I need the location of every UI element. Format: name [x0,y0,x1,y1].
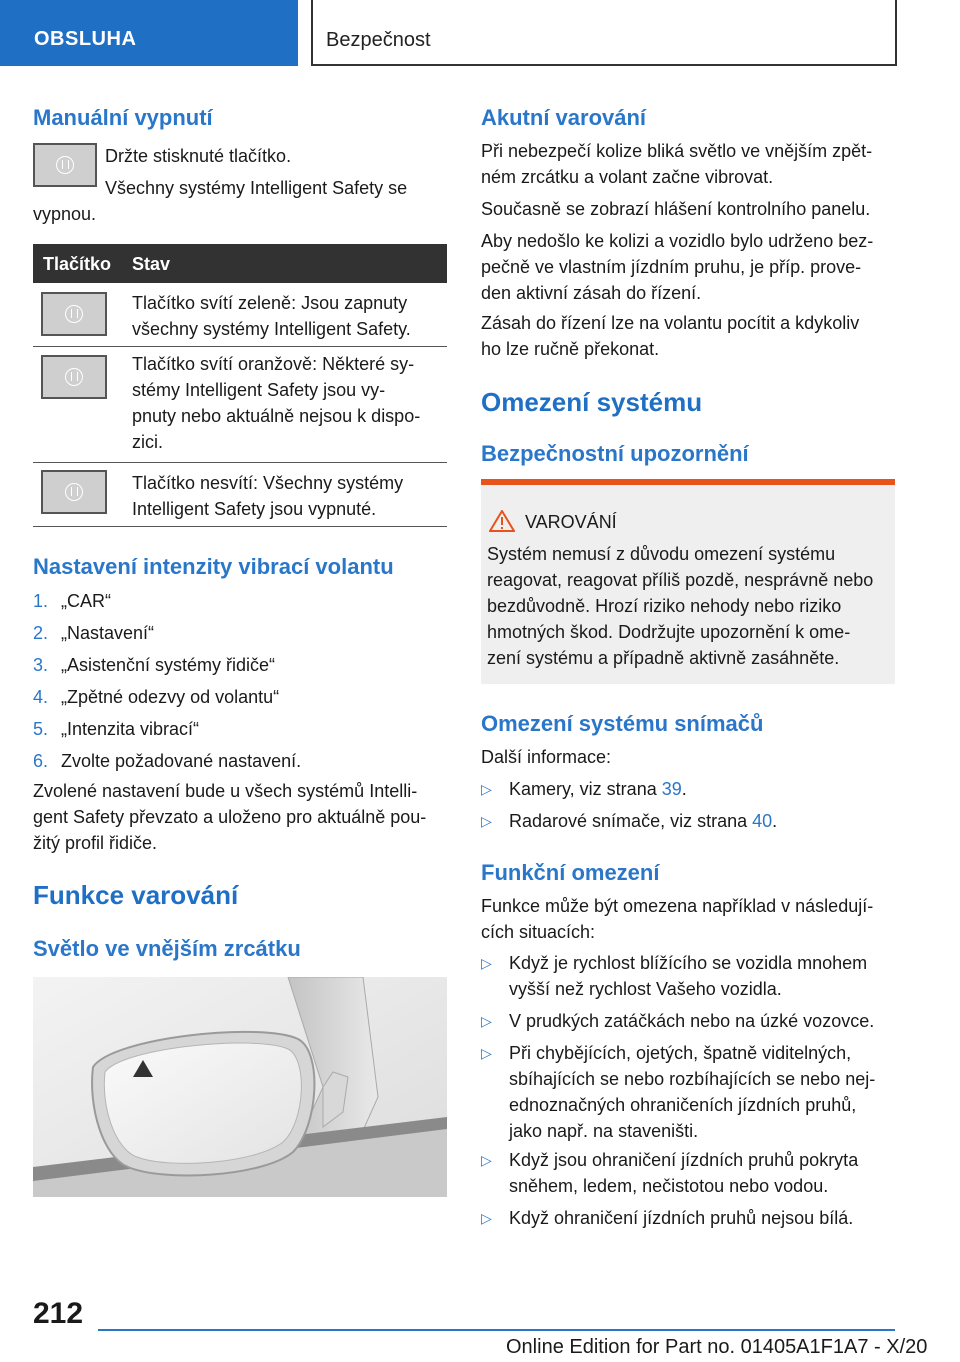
item-text: Radarové snímače, viz strana [509,811,753,831]
table-col-state: Stav [132,254,171,274]
mirror-illustration [33,977,447,1197]
manual-off-text-1: Držte stisknuté tlačítko. [105,146,292,166]
list-item [509,1205,899,1231]
row3-line1: Tlačítko nesvítí: Všechny systémy [132,473,404,493]
edition-note: Online Edition for Part no. 01405A1F1A7 - X/20 [506,1336,928,1358]
sensor-limits-title: Omezení systému snímačů [481,711,764,736]
section-label: OBSLUHA [34,28,137,50]
text-line: Zásah do řízení lze na volantu pocítit a kdykoliv [481,313,860,333]
step-number: 1. [33,591,49,611]
page-number: 212 [33,1297,84,1330]
acute-text-1 [481,138,901,190]
bullet-arrow-icon: ▷ [481,1045,492,1061]
text-line: zení systému a případně aktivně zasáhněte. [487,648,840,668]
text-line: hmotných škod. Dodržujte upozornění k ome- [487,622,851,642]
button-green-icon [41,292,107,336]
chapter-header [311,0,897,66]
note-line: Zvolené nastavení bude u všech systémů Intelli- [33,781,418,801]
step-number: 4. [33,687,49,707]
text-line: V prudkých zatáčkách nebo na úzké vozovce. [509,1011,875,1031]
step-text: „Intenzita vibrací“ [61,719,200,739]
acute-text-4 [481,310,901,362]
text-line: Při chybějících, ojetých, špatně viditelných, [509,1043,852,1063]
step-text: „Zpětné odezvy od volantu“ [61,687,280,707]
text-line: Když jsou ohraničení jízdních pruhů pokryta [509,1150,859,1170]
table-header [33,244,447,283]
step-number: 3. [33,655,49,675]
table-row [132,290,442,342]
section-tab[interactable] [0,0,298,66]
note-line: žitý profil řidiče. [33,833,158,853]
mirror-light-title: Světlo ve vnějším zrcátku [33,936,301,961]
bullet-arrow-icon: ▷ [481,1152,492,1168]
text-line: Funkce může být omezena například v následují- [481,896,874,916]
warning-title: VAROVÁNÍ [525,512,617,532]
table-divider [33,346,447,347]
row2-line4: zici. [132,432,163,452]
manual-off-text-2b: vypnou. [33,204,97,224]
acute-text-3 [481,228,901,306]
system-limits-title: Omezení systému [481,387,703,417]
table-col-button: Tlačítko [43,254,112,274]
text-line: ho lze ručně překonat. [481,339,660,359]
bullet-arrow-icon: ▷ [481,781,492,797]
manual-off-text-2a: Všechny systémy Intelligent Safety se [105,178,408,198]
text-line: reagovat, reagovat příliš pozdě, nesprávně nebo [487,570,874,590]
table-divider [33,462,447,463]
list-item [509,950,899,1002]
page-link[interactable]: 39 [661,779,682,799]
note-line: gent Safety převzato a uloženo pro aktuálně pou- [33,807,427,827]
list-item: Kamery, viz strana 39. [509,779,687,799]
table-divider [33,526,447,527]
safety-button-icon [33,143,97,187]
row3-line2: Intelligent Safety jsou vypnuté. [132,499,377,519]
text-line: Systém nemusí z důvodu omezení systému [487,544,836,564]
safety-notes-title: Bezpečnostní upozornění [481,441,749,466]
functional-intro [481,893,901,945]
bullet-arrow-icon: ▷ [481,813,492,829]
more-info-label: Další informace: [481,747,612,767]
step-number: 6. [33,751,49,771]
text-line: Při nebezpečí kolize bliká světlo ve vnějším zpět- [481,141,873,161]
text-line: sbíhajících se nebo rozbíhajících se nebo nej- [509,1069,876,1089]
step-text: Zvolte požadované nastavení. [61,751,302,771]
table-row [132,351,442,455]
manual-off-title: Manuální vypnutí [33,105,213,130]
text-line: vyšší než rychlost Vašeho vozidla. [509,979,782,999]
text-line: cích situacích: [481,922,596,942]
list-item [509,1147,899,1199]
warning-function-title: Funkce varování [33,880,239,910]
warning-box [481,479,895,684]
text-line: Aby nedošlo ke kolizi a vozidlo bylo udrženo bez- [481,231,874,251]
list-item [509,1008,899,1034]
acute-text-2: Současně se zobrazí hlášení kontrolního panelu. [481,199,871,219]
page-link[interactable]: 40 [752,811,773,831]
warning-text [487,541,897,671]
row2-line3: pnuty nebo aktuálně nejsou k dispo- [132,406,421,426]
list-item: Radarové snímače, viz strana 40. [509,811,778,831]
vibration-title: Nastavení intenzity vibrací volantu [33,554,394,579]
text-line: ném zrcátku a volant začne vibrovat. [481,167,774,187]
step-text: „Asistenční systémy řidiče“ [61,655,276,675]
footer-divider [98,1329,895,1331]
text-line: Když ohraničení jízdních pruhů nejsou bílá. [509,1208,854,1228]
text-line: Když je rychlost blížícího se vozidla mnohem [509,953,868,973]
bullet-arrow-icon: ▷ [481,1210,492,1226]
vibration-note [33,778,453,856]
row2-line1: Tlačítko svítí oranžově: Některé sy- [132,354,415,374]
warning-triangle-icon [489,510,515,532]
text-line: den aktivní zásah do řízení. [481,283,702,303]
item-text: Kamery, viz strana [509,779,662,799]
functional-limits-title: Funkční omezení [481,860,660,885]
bullet-arrow-icon: ▷ [481,1013,492,1029]
row2-line2: stémy Intelligent Safety jsou vy- [132,380,386,400]
text-line: bezdůvodně. Hrozí riziko nehody nebo riziko [487,596,842,616]
step-text: „CAR“ [61,591,111,611]
step-number: 2. [33,623,49,643]
list-item [509,1040,899,1144]
table-row [132,470,442,522]
text-line: pečně ve vlastním jízdním pruhu, je příp. prove- [481,257,862,277]
text-line: jako např. na staveništi. [509,1121,699,1141]
button-orange-icon [41,355,107,399]
chapter-label: Bezpečnost [326,29,431,51]
step-text: „Nastavení“ [61,623,155,643]
text-line: sněhem, ledem, nečistotou nebo vodou. [509,1176,829,1196]
row1-line1: Tlačítko svítí zeleně: Jsou zapnuty [132,293,408,313]
row1-line2: všechny systémy Intelligent Safety. [132,319,411,339]
acute-warning-title: Akutní varování [481,105,647,130]
step-number: 5. [33,719,49,739]
bullet-arrow-icon: ▷ [481,955,492,971]
button-off-icon [41,470,107,514]
text-line: ednoznačných ohraničeních jízdních pruhů, [509,1095,857,1115]
